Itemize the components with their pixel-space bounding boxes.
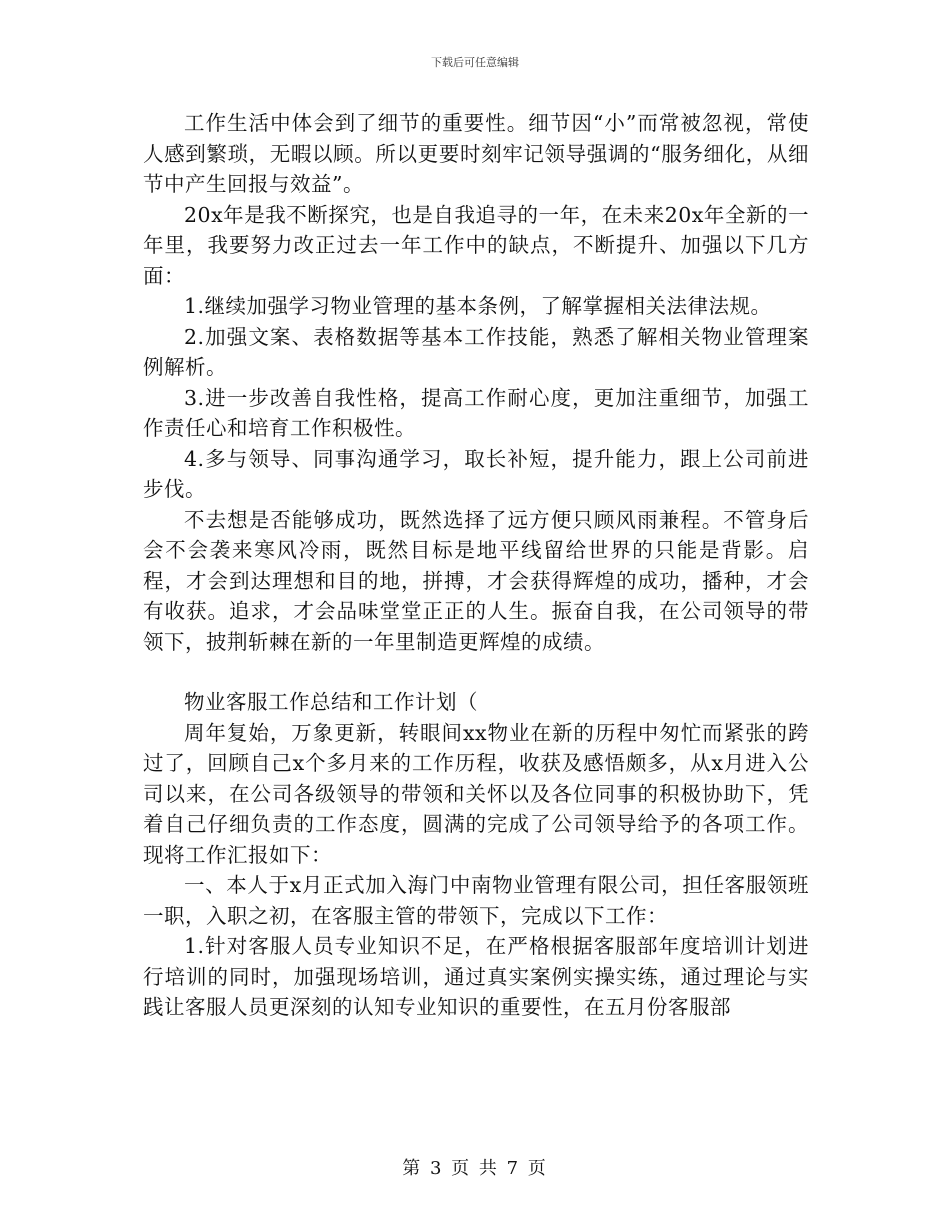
section-title: 物业客服工作总结和工作计划（ bbox=[184, 690, 478, 714]
list-item: 3.进一步改善自我性格，提高工作耐心度，更加注重细节，加强工作责任心和培育工作积极性。 bbox=[143, 385, 809, 440]
page-header: 下载后可任意编辑 bbox=[431, 56, 519, 69]
paragraph: 工作生活中体会到了细节的重要性。细节因“小”而常被忽视，常使人感到繁琐，无暇以顾。所以更要时刻牢记领导强调的“服务细化，从细节中产生回报与效益”。 bbox=[143, 111, 809, 196]
paragraph: 周年复始，万象更新，转眼间xx物业在新的历程中匆忙而紧张的跨过了，回顾自己x个多月来的工作历程，收获及感悟颇多，从x月进入公司以来，在公司各级领导的带领和关怀以及各位同事的积极协助下，凭着自己仔细负责的工作态度，圆满的完成了公司领导给予的各项工作。现将工作汇报如下： bbox=[143, 720, 809, 867]
list-item: 1.针对客服人员专业知识不足，在严格根据客服部年度培训计划进行培训的同时，加强现场培训，通过真实案例实操实练，通过理论与实践让客服人员更深刻的认知专业知识的重要性，在五月份客服部 bbox=[143, 934, 809, 1019]
list-item: 1.继续加强学习物业管理的基本条例，了解掌握相关法律法规。 bbox=[184, 294, 772, 318]
paragraph: 一、本人于x月正式加入海门中南物业管理有限公司，担任客服领班一职，入职之初，在客服主管的带领下，完成以下工作： bbox=[143, 873, 809, 928]
paragraph: 不去想是否能够成功，既然选择了远方便只顾风雨兼程。不管身后会不会袭来寒风冷雨，既然目标是地平线留给世界的只能是背影。启程，才会到达理想和目的地，拼搏，才会获得辉煌的成功，播种，才会有收获。追求，才会品味堂堂正正的人生。振奋自我，在公司领导的带领下，披荆斩棘在新的一年里制造更辉煌的成绩。 bbox=[143, 507, 809, 654]
document-body bbox=[143, 108, 809, 1023]
list-item: 2.加强文案、表格数据等基本工作技能，熟悉了解相关物业管理案例解析。 bbox=[143, 324, 809, 379]
paragraph: 20x年是我不断探究，也是自我追寻的一年，在未来20x年全新的一年里，我要努力改正过去一年工作中的缺点，不断提升、加强以下几方面： bbox=[143, 202, 809, 288]
list-item: 4.多与领导、同事沟通学习，取长补短，提升能力，跟上公司前进步伐。 bbox=[143, 446, 809, 501]
page-footer: 第 3 页 共 7 页 bbox=[402, 1158, 548, 1179]
